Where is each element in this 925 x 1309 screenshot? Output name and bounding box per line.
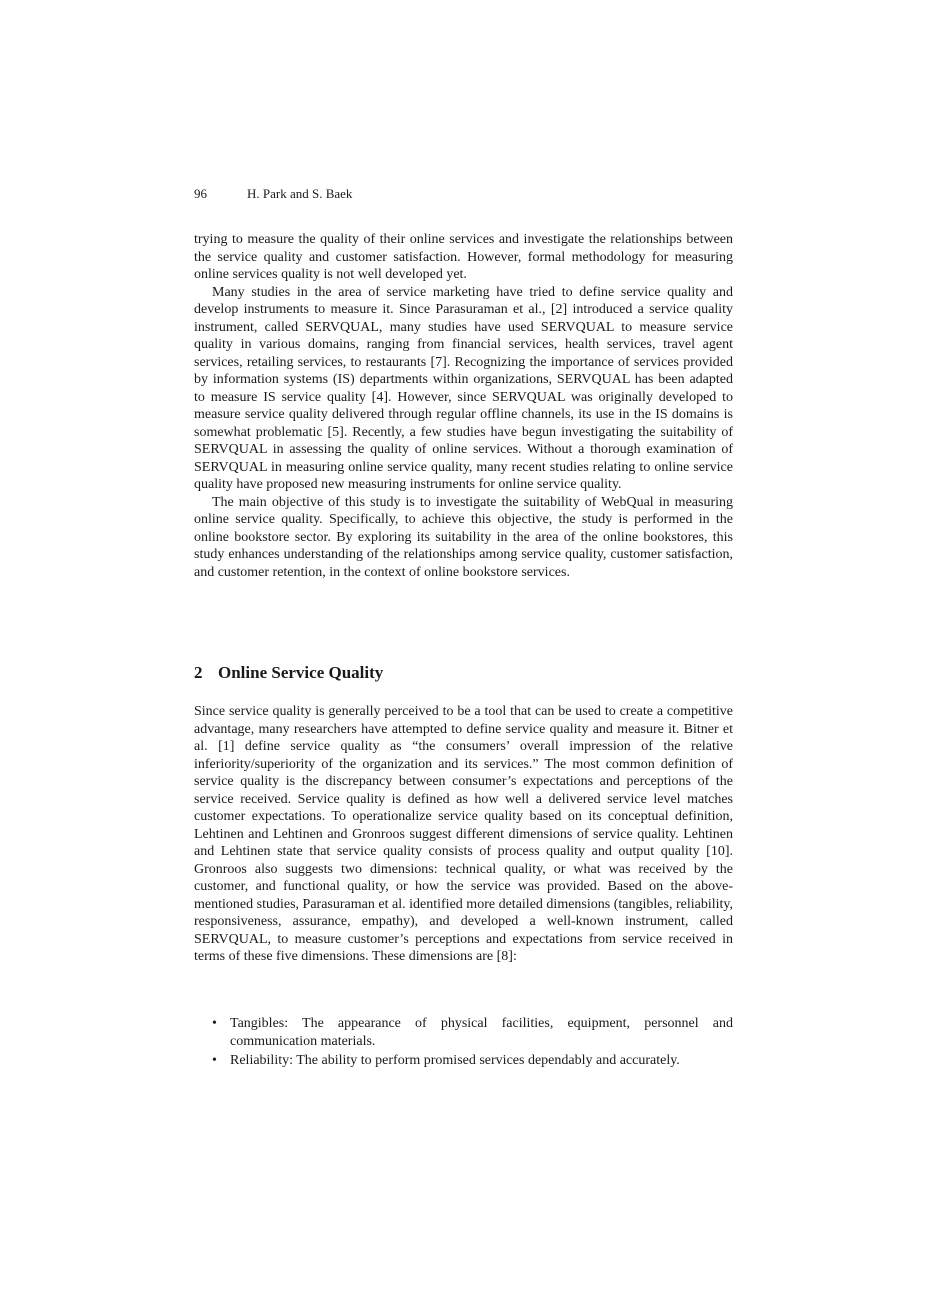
section-title: Online Service Quality [218,663,384,682]
list-item [194,1015,733,1050]
list-item-text: Reliability: The ability to perform promised services dependably and accurately. [230,1053,680,1068]
page-number: 96 [194,186,207,201]
paragraph: Since service quality is generally perceived to be a tool that can be used to create a competitive advantage, many researchers have attempted to define service quality and measure it. Bitner et al. [1] define service quality as “the consumers’ overall impression of the relative inferiority/superiority of the organization and its services.” The most common definition of service quality is the discrepancy between consumer’s expectations and perceptions of the service received. Service quality is defined as how well a delivered service level matches customer expectations. To operationalize service quality based on its conceptual definition, Lehtinen and Lehtinen and Gronroos suggest different dimensions of service quality. Lehtinen and Lehtinen state that service quality consists of process quality and output quality [10]. Gronroos also suggests two dimensions: technical quality, or what was received by the customer, and functional quality, or how the service was provided. Based on the above-mentioned studies, Parasuraman et al. identified more detailed dimensions (tangibles, reliability, responsiveness, assurance, empathy), and developed a well-known instrument, called SERVQUAL, to measure customer’s perceptions and expectations from service received in terms of these five dimensions. These dimensions are [8]: [194,704,733,964]
running-header [194,186,352,202]
list-item [194,1052,733,1070]
list-item-text: Tangibles: The appearance of physical facilities, equipment, personnel and communication materials. [230,1016,733,1049]
section-heading [194,662,383,684]
paragraph: The main objective of this study is to investigate the suitability of WebQual in measuring online service quality. Specifically, to achieve this objective, the study is performed in the online bookstore sector. By exploring its suitability in the area of the online bookstores, this study enhances understanding of the relationships among service quality, customer satisfaction, and customer retention, in the context of online bookstore services. [194,494,733,580]
paragraph: trying to measure the quality of their online services and investigate the relationships between the service quality and customer satisfaction. However, formal methodology for measuring online services quality is not well developed yet. [194,232,733,282]
section-number: 2 [194,663,203,682]
section-body [194,703,733,966]
running-head-authors: H. Park and S. Baek [247,186,353,201]
bullet-icon: • [212,1016,217,1031]
intro-text [194,231,733,581]
paragraph: Many studies in the area of service marketing have tried to define service quality and develop instruments to measure it. Since Parasuraman et al., [2] introduced a service quality instrument, called SERVQUAL, many studies have used SERVQUAL to measure service quality in various domains, ranging from financial services, health services, travel agent services, retailing services, to restaurants [7]. Recognizing the importance of services provided by information systems (IS) departments within organizations, SERVQUAL has been adapted to measure IS service quality [4]. However, since SERVQUAL was originally developed to measure service quality delivered through regular offline channels, its use in the IS domains is somewhat problematic [5]. Recently, a few studies have begun investigating the suitability of SERVQUAL in assessing the quality of online services. Without a thorough examination of SERVQUAL in measuring online service quality, many recent studies relating to online service quality have proposed new measuring instruments for online service quality. [194,284,733,492]
bullet-list [194,1015,733,1072]
bullet-icon: • [212,1053,217,1068]
